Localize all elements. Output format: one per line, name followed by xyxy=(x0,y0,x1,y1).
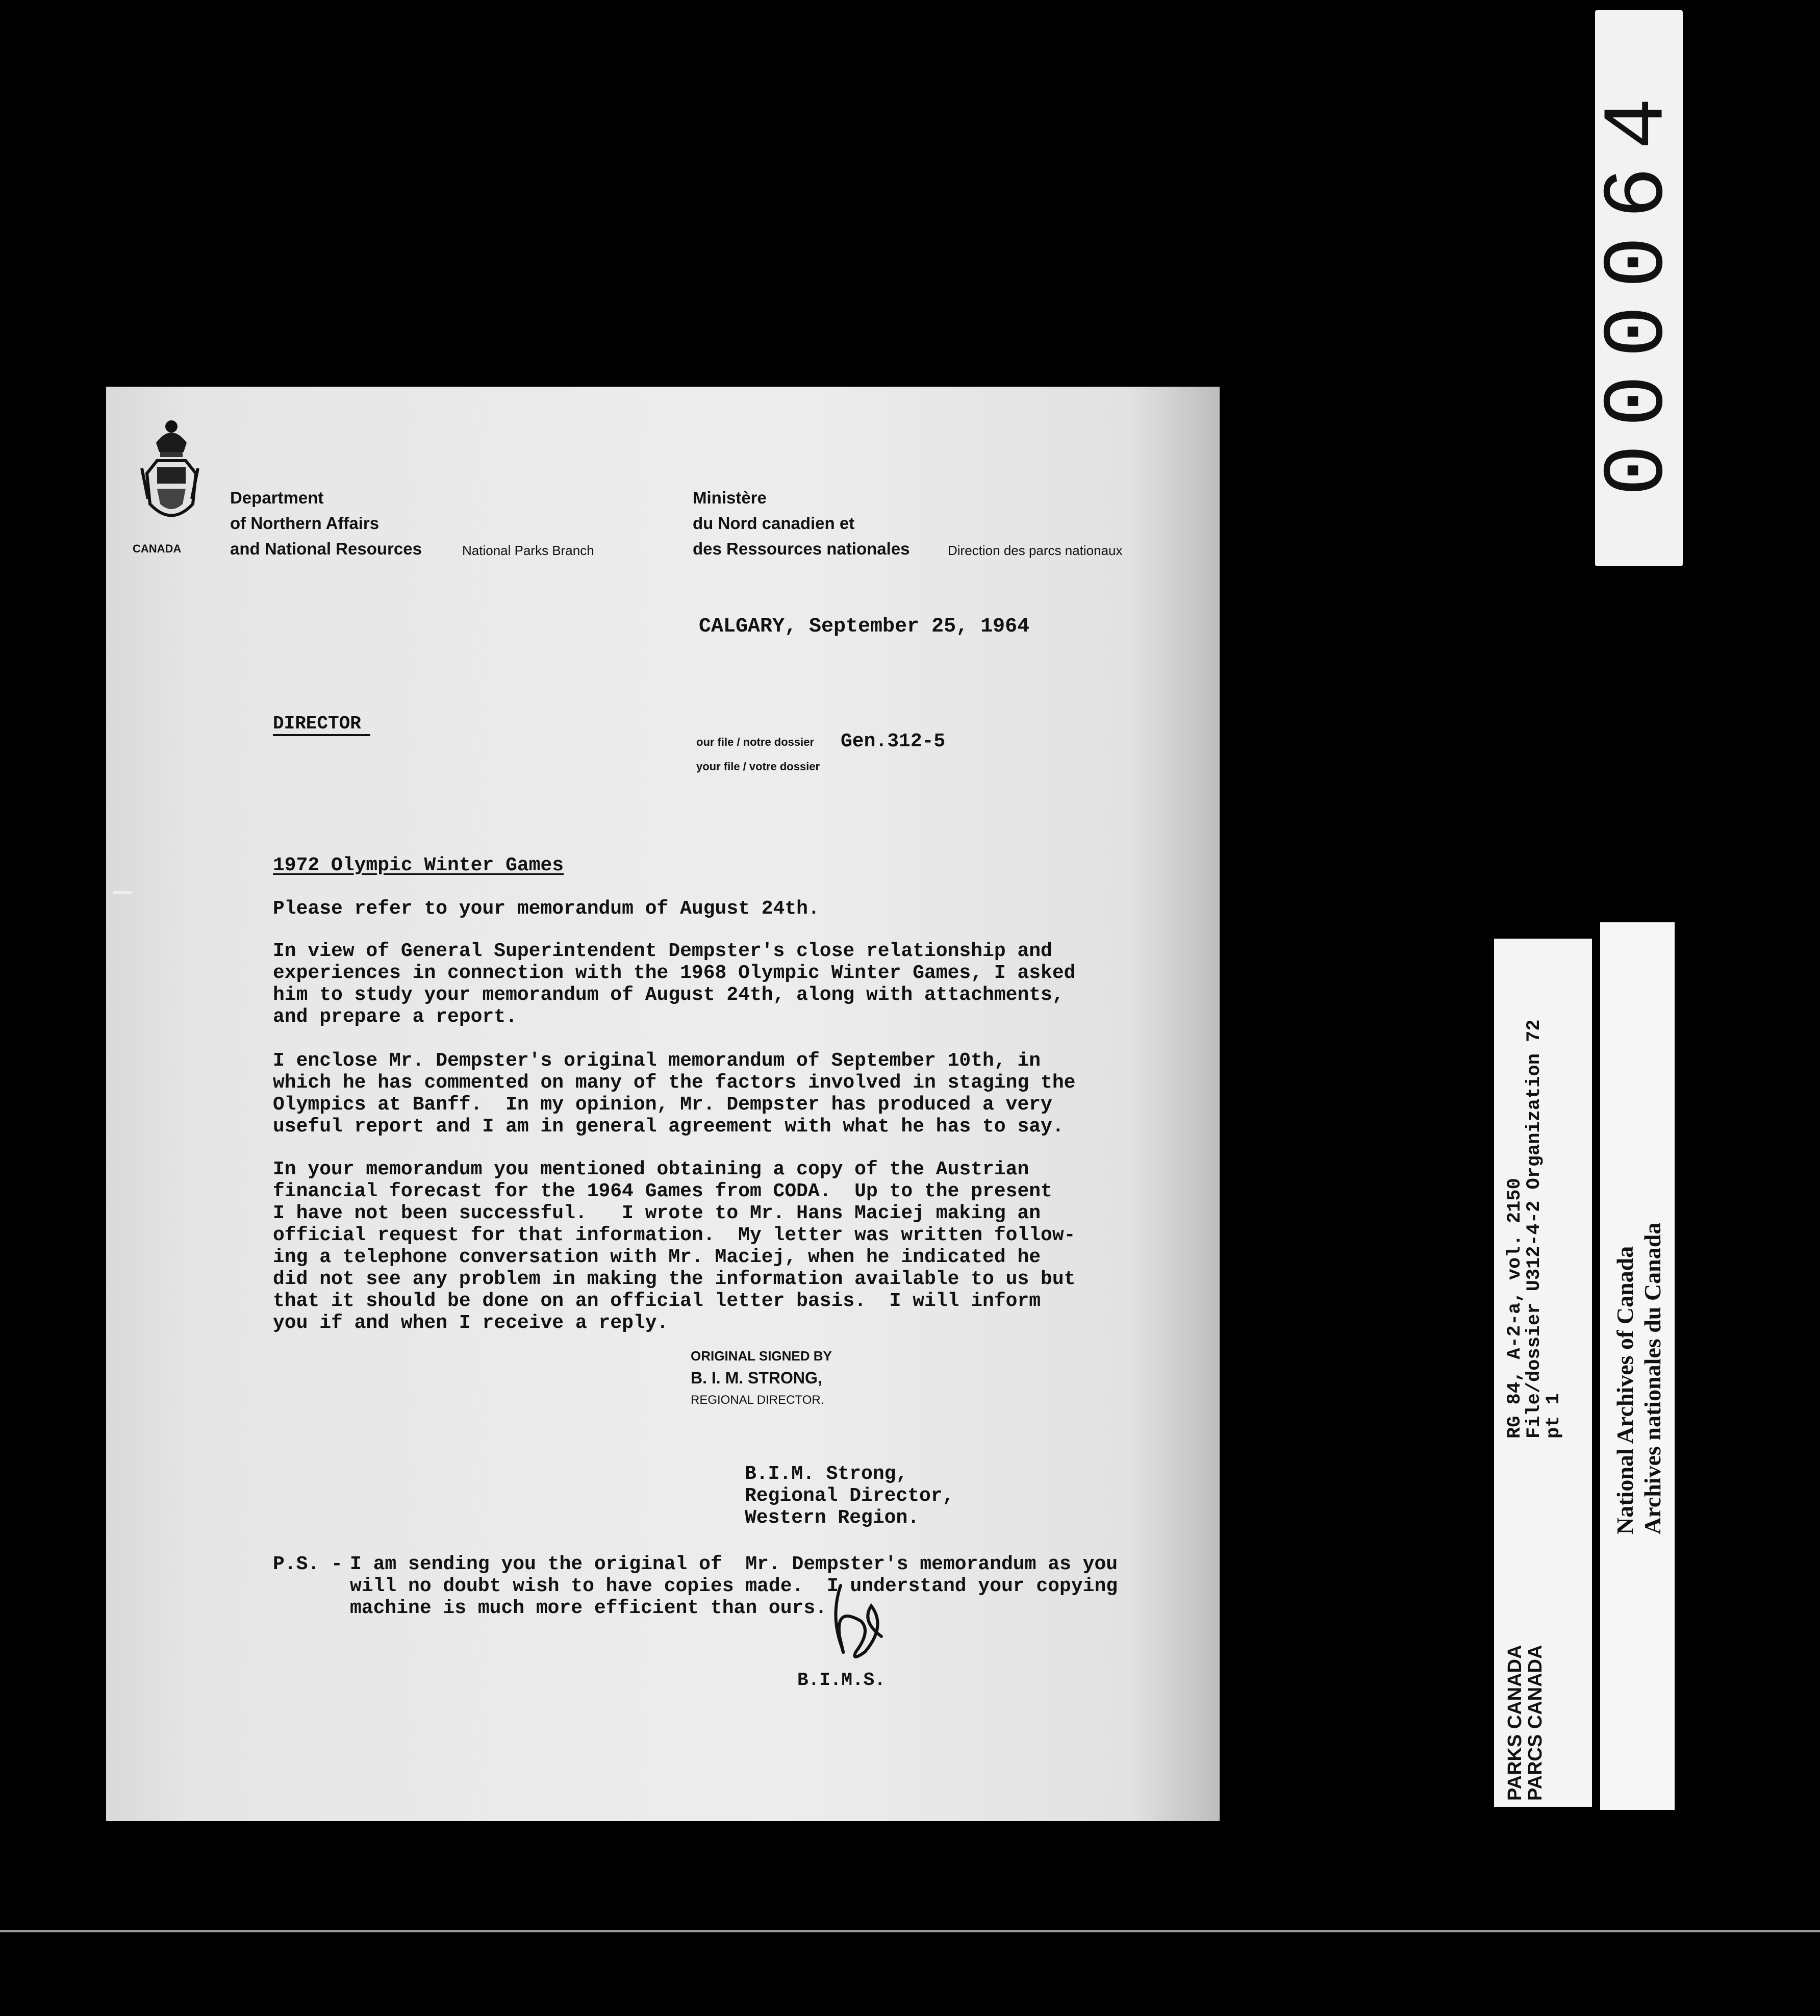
addressee: DIRECTOR xyxy=(273,713,370,736)
margin-mark xyxy=(113,891,132,894)
dept-fr-line1: Ministère xyxy=(693,488,767,507)
dept-en-line3: and National Resources xyxy=(230,539,422,558)
memo-sheet xyxy=(106,387,1220,1821)
parks-canada-en: PARKS CANADA xyxy=(1504,1645,1526,1801)
ps-text: I am sending you the original of Mr. Dempster's memorandum as you will no doubt wish to have copies made. I understand your copying machine is much more efficient than ours. xyxy=(350,1553,1118,1619)
stamp-line-2: B. I. M. STRONG, xyxy=(691,1369,822,1387)
signer-region: Western Region. xyxy=(745,1507,920,1529)
frame-number-strip xyxy=(1589,10,1688,566)
branch-en: National Parks Branch xyxy=(462,543,594,558)
reference-label xyxy=(1494,939,1592,1807)
handwritten-initials-signature xyxy=(810,1575,912,1677)
place-date: CALGARY, September 25, 1964 xyxy=(699,615,1030,638)
bottom-divider xyxy=(0,1930,1820,1932)
reference-line-2: File/dossier U312-4-2 Organization 72 xyxy=(1524,1019,1545,1439)
archives-name-fr: Archives nationales du Canada xyxy=(1639,1222,1665,1534)
subject-line: 1972 Olympic Winter Games xyxy=(273,854,564,876)
body-paragraph-4: In your memorandum you mentioned obtaining a copy of the Austrian financial forecast for the 1964 Games from CODA. Up to the present I have not been successful. I wrote to Mr. Hans Maciej making an official request for that information. My letter was written follow- ing a telephone conversation with Mr. Maciej, when he indicated he did not see any problem in making the information available to us but that it should be done on an official letter basis. I will inform you if and when I receive a reply. xyxy=(273,1158,1076,1334)
dept-fr-line2: du Nord canadien et xyxy=(693,514,855,533)
body-paragraph-3: I enclose Mr. Dempster's original memorandum of September 10th, in which he has commented on many of the factors involved in staging the Olympics at Banff. In my opinion, Mr. Dempster has produced a very useful report and I am in general agreement with what he has to say. xyxy=(273,1050,1076,1138)
stamp-line-3: REGIONAL DIRECTOR. xyxy=(691,1393,824,1407)
archives-label xyxy=(1600,922,1675,1810)
branch-fr: Direction des parcs nationaux xyxy=(948,543,1123,558)
dept-fr-line3: des Ressources nationales xyxy=(693,539,910,558)
body-paragraph-1: Please refer to your memorandum of August 24th. xyxy=(273,898,820,920)
dept-en-line2: of Northern Affairs xyxy=(230,514,380,533)
reference-line-1: RG 84, A-2-a, vol. 2150 xyxy=(1504,1178,1526,1439)
body-paragraph-2: In view of General Superintendent Dempster's close relationship and experiences in connection with the 1968 Olympic Winter Games, I asked him to study your memorandum of August 24th, along with attachments, and prepare a report. xyxy=(273,940,1076,1028)
signer-title: Regional Director, xyxy=(745,1485,954,1507)
signer-name: B.I.M. Strong, xyxy=(745,1463,908,1485)
parks-canada-fr: PARCS CANADA xyxy=(1525,1645,1546,1801)
our-file-label: our file / notre dossier xyxy=(696,736,815,748)
crest-label: CANADA xyxy=(133,542,182,555)
frame-number: 000064 xyxy=(1589,80,1688,497)
dept-en-line1: Department xyxy=(230,488,324,507)
archives-name-en: National Archives of Canada xyxy=(1612,1246,1638,1534)
our-file-value: Gen.312-5 xyxy=(841,730,946,752)
your-file-label: your file / votre dossier xyxy=(696,760,820,773)
reference-line-3: pt 1 xyxy=(1543,1393,1564,1439)
canada-crest-icon xyxy=(137,412,203,532)
ps-label: P.S. - xyxy=(273,1553,343,1575)
stamp-line-1: ORIGINAL SIGNED BY xyxy=(691,1348,832,1364)
ps-initials: B.I.M.S. xyxy=(797,1670,886,1691)
